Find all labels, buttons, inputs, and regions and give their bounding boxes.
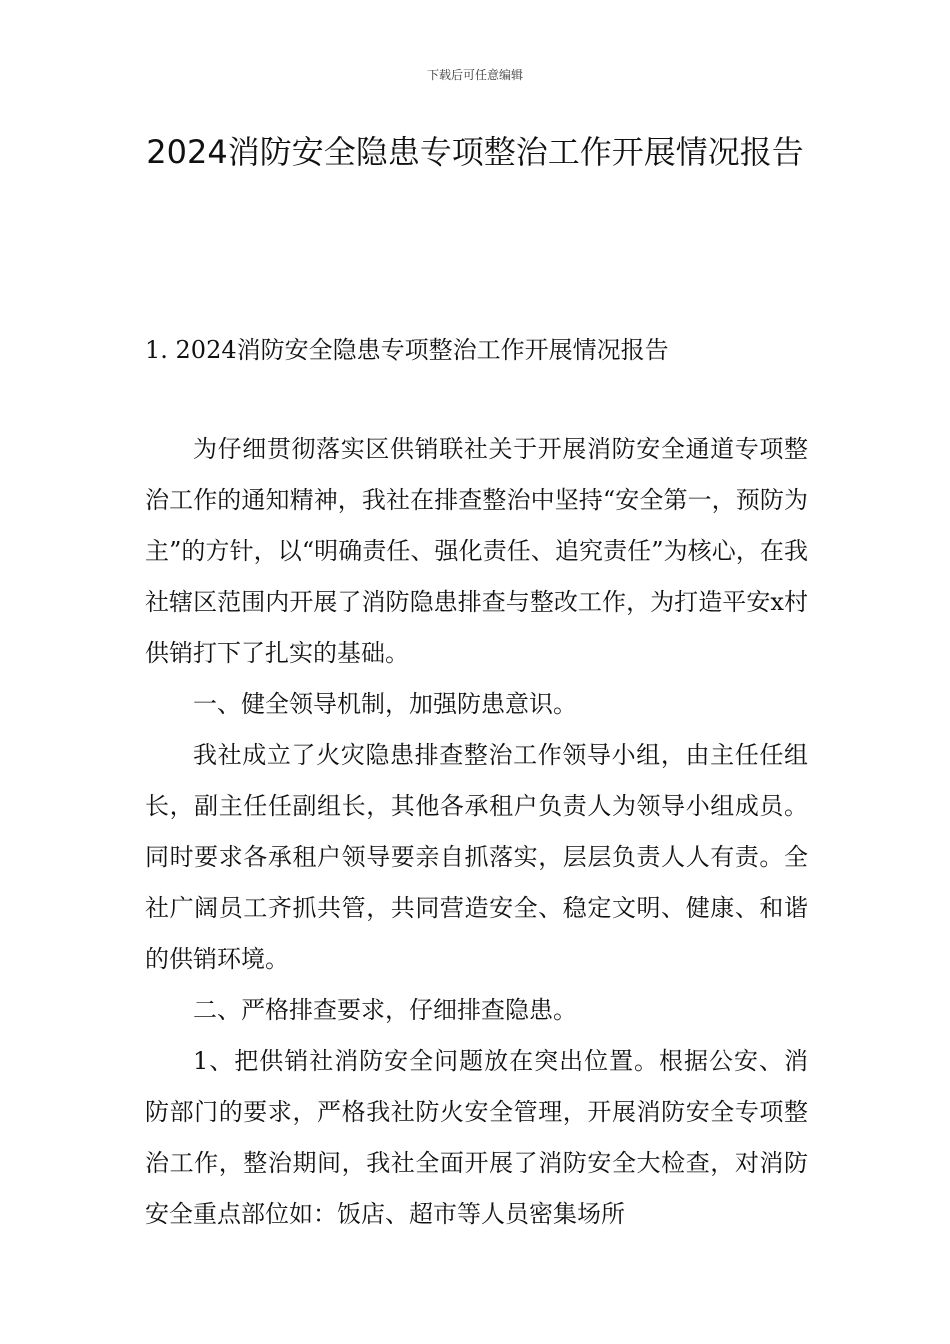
document-body [145, 424, 808, 1240]
section-heading: 1. 2024消防安全隐患专项整治工作开展情况报告 [145, 336, 669, 364]
heading-leadership: 一、健全领导机制，加强防患意识。 [193, 690, 577, 718]
heading-inspection: 二、严格排查要求，仔细排查隐患。 [193, 996, 577, 1024]
paragraph-intro: 为仔细贯彻落实区供销联社关于开展消防安全通道专项整治工作的通知精神，我社在排查整治中坚持“安全第一，预防为主”的方针，以“明确责任、强化责任、追究责任”为核心，在我社辖区范围内开展了消防隐患排查与整改工作，为打造平安x村供销打下了扎实的基础。 [145, 435, 808, 667]
paragraph-leadership: 我社成立了火灾隐患排查整治工作领导小组，由主任任组长，副主任任副组长，其他各承租户负责人为领导小组成员。同时要求各承租户领导要亲自抓落实，层层负责人人有责。全社广阔员工齐抓共管，共同营造安全、稳定文明、健康、和谐的供销环境。 [145, 741, 808, 973]
document-title: 2024消防安全隐患专项整治工作开展情况报告 [146, 133, 804, 171]
paragraph-inspection: 1、把供销社消防安全问题放在突出位置。根据公安、消防部门的要求，严格我社防火安全管理，开展消防安全专项整治工作，整治期间，我社全面开展了消防安全大检查，对消防安全重点部位如：饭店、超市等人员密集场所 [145, 1047, 808, 1228]
page-header-note: 下载后可任意编辑 [426, 68, 523, 82]
